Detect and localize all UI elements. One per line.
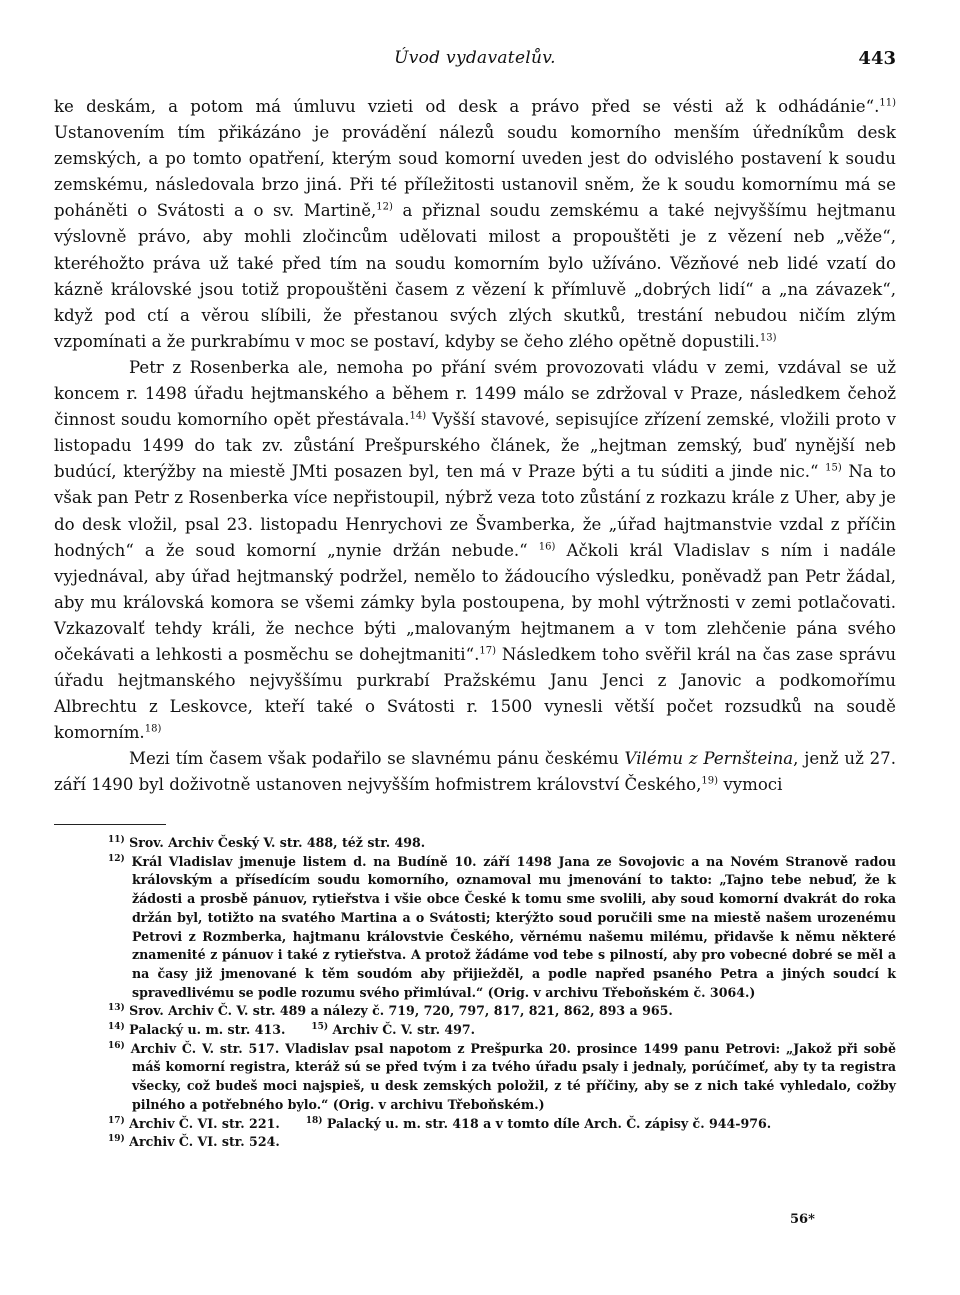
text-run: Vyšší stavové, sepisujíce zřízení zemské, vložili proto v listopadu 1499 do tak zv. zůstání Prešpurského článek, že „hejtman zemský, buď nynější neb budúcí, kterýžby na miestě JMti posazen byl, ten má v Praze býti a tu súditi a jinde nic.“ (54, 410, 896, 482)
footnote (108, 853, 896, 1003)
footnote-text: Srov. Archiv Č. V. str. 489 a nálezy č. 719, 720, 797, 817, 821, 862, 893 a 965. (124, 1003, 673, 1019)
paragraph-1 (54, 94, 896, 355)
text-run: Následkem toho svěřil král na čas zase správu úřadu hejtmanského nejvyššímu purkrabí Pražskému Janu Jenci z Janovic a podkomořímu Albrechtu z Leskovce, kteří také o Svátosti r. 1500 vynesli větší počet rozsudků na soudě komorním. (54, 644, 897, 743)
main-text (54, 94, 896, 799)
footnote-mark: 13) (108, 1003, 125, 1014)
footnote-text: Archiv Č. V. str. 497. (328, 1022, 476, 1038)
text-run: Petr z Rosenberka ale, nemoha po přání svém provozovati vládu v zemi, vzdával se už koncem r. 1498 úřadu hejtmanského a během r. 1499 málo se zdržoval v Praze, následkem čehož činnost soudu komorního opět přestávala. (54, 357, 896, 430)
footnote (311, 1021, 475, 1040)
text-run: a přiznal soudu zemskému a také nejvyššímu hejtmanu výslovně právo, aby mohli zločincům udělovati milost a propouštěti je z vězení neb „věže“, kteréhožto práva už také před tím na soudu komorním bylo užíváno. Vězňové neb lidé vzatí do kázně královské jsou totiž propouštěni časem z vězení k přímluvě „dobrých lidí“ a „na závazek“, když pod ctí a věrou slíbili, že přestanou svých zlých skutků, trestání nebudou ničím zlým vzpomínati a že purkrabímu v moc se postaví, kdyby se čeho zlého opětně dopustili. (54, 201, 896, 351)
footnote-text: Srov. Archiv Český V. str. 488, též str. 498. (124, 835, 426, 850)
footnote-ref: 11) (879, 97, 896, 109)
footnote (108, 1133, 896, 1152)
footnote-ref: 19) (701, 775, 719, 787)
text-run: Ačkoli král Vladislav s ním i nadále vyjednával, aby úřad hejtmanský podržel, nemělo to žádoucího výsledku, poněvadž pan Petr žádal, aby mu královská komora se všemi zámky byla postoupena, by mohl výtržnosti v zemi potlačovati. Vzkazovalť tehdy králi, že nechce býti „malovaným hejtmanem a v tom zlehčenie pána svého očekávati a lehkosti a posměchu se dohejtmaniti“. (54, 540, 897, 664)
footnote-row-14-15 (108, 1021, 896, 1040)
footnote-ref: 17) (479, 645, 497, 657)
footnote-mark: 14) (108, 1021, 125, 1032)
footnote-text: Archiv Č. VI. str. 221. (124, 1115, 280, 1131)
text-run: , jenž už 27. září 1490 byl doživotně ustanoven nejvyšším hofmistrem království Českého, (54, 749, 896, 795)
italic-name: Vilému z Pernšteina (624, 749, 794, 769)
footnote-mark: 15) (311, 1021, 329, 1032)
text-run: ke deskám, a potom má úmluvu vzieti od desk a právo před se vésti až k odhádánie“. (54, 97, 880, 116)
footnote-19-block (108, 1133, 896, 1152)
footnote (108, 1002, 896, 1021)
footnote-16-block (108, 1040, 896, 1115)
footnote-mark: 12) (108, 853, 125, 864)
text-run: Mezi tím časem však podařilo se slavnému pánu českému (129, 749, 625, 769)
footnote-mark: 18) (305, 1115, 323, 1126)
footnote (108, 1115, 280, 1134)
text-run: Na to však pan Petr z Rosenberka více nepřistoupil, nýbrž veza toto zůstání z rozkazu krále z Uher, aby je do desk vložil, psal 23. listopadu Henrychovi ze Švamberka, že „úřad hajtmanstvie vzdal z příčin hodných“ a že soud komorní „nynie držán nebude.“ (54, 462, 896, 560)
paragraph-3 (54, 746, 896, 798)
footnote-mark: 11) (108, 834, 125, 845)
footnote-text: Král Vladislav jmenuje listem d. na Budíně 10. září 1498 Jana ze Sovojovic a na Novém Stranově radou královským a přísedícím soudu komorního, oznamoval mu jmenování to takto: „Tajno tebe nebuď, že k žádosti a prosbě pánuov, rytieřstva i všie obce České k tomu sme svolili, aby soud komorní dvakrát do roka držán byl, totižto na svatého Martina a o Svátosti; kterýžto soud poručili sme na miestě našem urozenému Petrovi z Rozmberka, hajtmanu královstvie Českého, věrnému našemu milému, přidavše k němu některé znamenité z pánuov i také z rytieřstva. A protož žádáme vod tebe s pilností, aby pro vobecné dobré se měl a na časy již jmenované k těm soudóm aby přijiežděl, a podle napřed psaného Petra a jiných soudcí k spravedlivému se podle rozumu svého přimlúval.“ (Orig. v archivu Třeboňském č. 3064.) (124, 853, 896, 1000)
footnote-ref: 14) (409, 410, 427, 422)
footnote-row-17-18 (108, 1115, 896, 1134)
footnote-mark: 17) (108, 1115, 125, 1126)
footnotes (108, 834, 896, 1152)
footnote (108, 1040, 896, 1115)
footnote-text: Palacký u. m. str. 418 a v tomto díle Arch. Č. zápisy č. 944-976. (322, 1115, 772, 1131)
footnote-ref: 18) (144, 723, 162, 735)
page-number: 443 (858, 48, 896, 69)
footnote-text: Archiv Č. VI. str. 524. (124, 1134, 280, 1150)
text-run: Ustanovením tím přikázáno je provádění nálezů soudu komorního menším úředníkům desk zemských, a po tomto opatření, kterým soud komorní uveden jest do odvislého postavení k soudu zemskému, následovala brzo jiná. Při té příležitosti ustanovil sněm, že k soudu komornímu má se poháněti o Svátosti a o sv. Martině, (54, 123, 896, 221)
footnote-separator (54, 824, 166, 825)
footnote (108, 1021, 285, 1040)
footnote-ref: 12) (376, 201, 393, 213)
footnote (306, 1115, 771, 1134)
footnote (108, 834, 896, 853)
footnote-text: Archiv Č. V. str. 517. Vladislav psal napotom z Prešpurka 20. prosince 1499 panu Petrovi: „Jakož při sobě máš komorní registra, kteráž sú se před tvým i za tvého úřadu psaly i jednaly, porúčímeť, aby ty ta registra všecky, což budeš moci najspieš, u desk zemských položil, z té příčiny, aby se z nich také vyhledalo, cožby pilného a potřebného bylo.“ (Orig. v archivu Třeboňském.) (124, 1040, 896, 1112)
footnote-text: Palacký u. m. str. 413. (124, 1022, 286, 1038)
footnote-mark: 16) (108, 1040, 125, 1051)
signature-mark: 56* (790, 1212, 815, 1227)
paragraph-2 (54, 355, 896, 746)
page-header (54, 48, 896, 76)
footnote-mark: 19) (108, 1134, 125, 1145)
footnote-ref: 16) (538, 541, 556, 553)
footnote-ref: 13) (759, 332, 777, 344)
footnote-list (108, 834, 896, 1021)
text-run: vymoci (718, 775, 783, 795)
running-title: Úvod vydavatelův. (394, 48, 556, 68)
footnote-ref: 15) (825, 462, 842, 474)
